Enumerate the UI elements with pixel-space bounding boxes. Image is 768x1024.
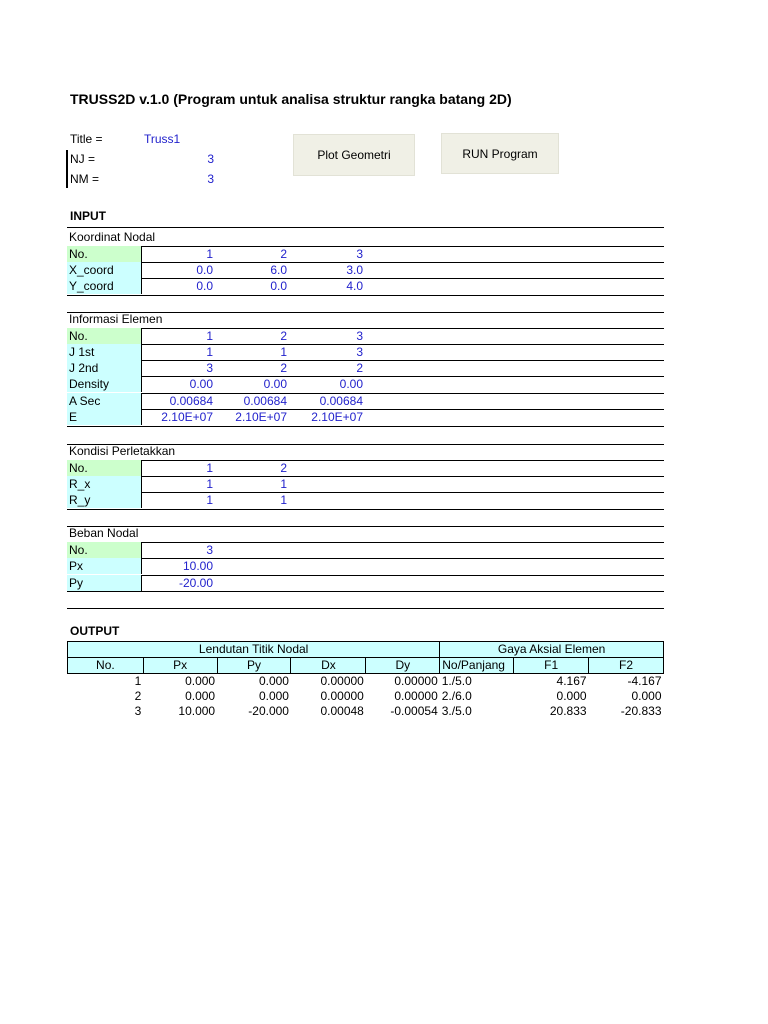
table-row [68, 689, 664, 704]
cell[interactable]: 0.0 [196, 279, 213, 293]
col-header-px: Px [143, 658, 217, 674]
table-row [67, 492, 664, 508]
table-row [67, 360, 664, 376]
table-row [67, 328, 664, 344]
cell[interactable]: 2.10E+07 [311, 410, 363, 424]
cell: 2./6.0 [441, 689, 472, 703]
col-header-f1: F1 [514, 658, 589, 674]
cell: 0.000 [556, 689, 587, 703]
cell: 1./5.0 [441, 674, 472, 688]
run-program-button[interactable]: RUN Program [441, 133, 559, 174]
row-label: No. [67, 246, 142, 262]
cell: 1 [134, 674, 142, 688]
cell[interactable]: 0.00 [339, 377, 363, 391]
cell[interactable]: 2.10E+07 [161, 410, 213, 424]
cell[interactable]: 1 [206, 493, 213, 507]
row-label: Px [67, 558, 142, 574]
cell[interactable]: 3 [356, 329, 363, 343]
page-title: TRUSS2D v.1.0 (Program untuk analisa struktur rangka batang 2D) [70, 91, 512, 107]
cell: 0.00000 [320, 674, 364, 688]
cell: 4.167 [556, 674, 587, 688]
plot-geometri-button[interactable]: Plot Geometri [293, 134, 415, 176]
col-header-dy: Dy [366, 658, 440, 674]
input-section-title: INPUT [70, 209, 106, 223]
cell[interactable]: 1 [206, 247, 213, 261]
cell[interactable]: 0.00 [263, 377, 287, 391]
row-label: No. [67, 328, 142, 344]
col-header-f2: F2 [589, 658, 664, 674]
table-row [67, 278, 664, 294]
cell[interactable]: 0.00684 [169, 394, 213, 408]
table-row [67, 575, 664, 591]
cell[interactable]: -20.00 [178, 576, 213, 590]
col-header-no: No. [68, 658, 144, 674]
divider [67, 295, 664, 296]
row-label: R_y [67, 492, 142, 508]
divider [67, 426, 664, 427]
lendutan-header: Lendutan Titik Nodal [68, 642, 440, 658]
cell[interactable]: 10.00 [182, 559, 213, 573]
row-label: No. [67, 542, 142, 558]
row-label: E [67, 409, 142, 425]
table-row [67, 542, 664, 558]
cell: 20.833 [549, 704, 587, 718]
cell[interactable]: 1 [206, 329, 213, 343]
cell: 2 [134, 689, 142, 703]
cell[interactable]: 0.00684 [243, 394, 287, 408]
cell: 0.00048 [320, 704, 364, 718]
cell: 0.00000 [394, 674, 438, 688]
table-row [67, 262, 664, 278]
output-section-title: OUTPUT [70, 624, 120, 638]
table-row [67, 376, 664, 392]
divider [67, 227, 664, 228]
cell[interactable]: 3 [206, 361, 213, 375]
cell[interactable]: 0.00684 [319, 394, 363, 408]
cell: 0.000 [185, 674, 216, 688]
cell[interactable]: 2 [356, 361, 363, 375]
cell[interactable]: 1 [206, 477, 213, 491]
row-label: J 1st [67, 344, 142, 360]
perletakkan-caption: Kondisi Perletakkan [69, 444, 176, 458]
nj-value[interactable]: 3 [207, 152, 214, 166]
col-header-dx: Dx [291, 658, 366, 674]
cell[interactable]: 3 [356, 247, 363, 261]
divider [67, 509, 664, 510]
table-row [67, 476, 664, 492]
cell: 3 [134, 704, 142, 718]
cell: 0.000 [185, 689, 216, 703]
output-group-header [68, 642, 664, 658]
cell[interactable]: 0.0 [196, 263, 213, 277]
cell[interactable]: 1 [280, 477, 287, 491]
cell[interactable]: 2 [280, 329, 287, 343]
beban-caption: Beban Nodal [69, 526, 139, 540]
cell[interactable]: 1 [280, 345, 287, 359]
cell[interactable]: 2.10E+07 [235, 410, 287, 424]
cell: 0.000 [258, 689, 289, 703]
cell[interactable]: 1 [206, 345, 213, 359]
cell: -20.833 [620, 704, 662, 718]
cell: 0.000 [258, 674, 289, 688]
col-header-no-panjang: No/Panjang [440, 658, 514, 674]
table-row [67, 393, 664, 409]
output-table [67, 641, 664, 719]
cell[interactable]: 1 [206, 461, 213, 475]
header-bracket [66, 150, 68, 188]
cell: -20.000 [248, 704, 289, 718]
row-label: J 2nd [67, 360, 142, 376]
cell[interactable]: 4.0 [346, 279, 363, 293]
nj-label: NJ = [70, 152, 96, 166]
divider [67, 526, 664, 527]
cell[interactable]: 3 [206, 543, 213, 557]
row-label: X_coord [67, 262, 142, 278]
elemen-caption: Informasi Elemen [69, 312, 163, 326]
table-row [68, 674, 664, 690]
koordinat-caption: Koordinat Nodal [69, 230, 156, 244]
cell[interactable]: 0.00 [189, 377, 213, 391]
cell[interactable]: 3 [356, 345, 363, 359]
cell[interactable]: 2 [280, 461, 287, 475]
row-label: Y_coord [67, 278, 142, 294]
divider [67, 591, 664, 592]
nm-label: NM = [70, 172, 100, 186]
cell[interactable]: 2 [280, 361, 287, 375]
table-row [67, 409, 664, 425]
table-row [67, 460, 664, 476]
table-row [67, 344, 664, 360]
row-label: No. [67, 460, 142, 476]
cell[interactable]: 2 [280, 247, 287, 261]
table-row [67, 246, 664, 262]
cell: -4.167 [627, 674, 662, 688]
cell[interactable]: 0.0 [270, 279, 287, 293]
cell[interactable]: 1 [280, 493, 287, 507]
title-label: Title = [70, 132, 103, 146]
cell: -0.00054 [390, 704, 438, 718]
cell: 0.00000 [320, 689, 364, 703]
col-header-py: Py [217, 658, 291, 674]
cell: 0.000 [631, 689, 662, 703]
row-label: R_x [67, 476, 142, 492]
row-label: Density [67, 376, 142, 392]
table-row [67, 558, 664, 574]
nm-value[interactable]: 3 [207, 172, 214, 186]
row-label: Py [67, 575, 142, 591]
title-value[interactable]: Truss1 [144, 132, 181, 146]
table-row [68, 704, 664, 719]
cell: 0.00000 [394, 689, 438, 703]
cell: 3./5.0 [441, 704, 472, 718]
cell[interactable]: 6.0 [270, 263, 287, 277]
cell: 10.000 [178, 704, 216, 718]
output-column-header [68, 658, 664, 674]
divider [67, 608, 664, 609]
row-label: A Sec [67, 393, 142, 409]
cell[interactable]: 3.0 [346, 263, 363, 277]
gaya-aksial-header: Gaya Aksial Elemen [440, 642, 664, 658]
